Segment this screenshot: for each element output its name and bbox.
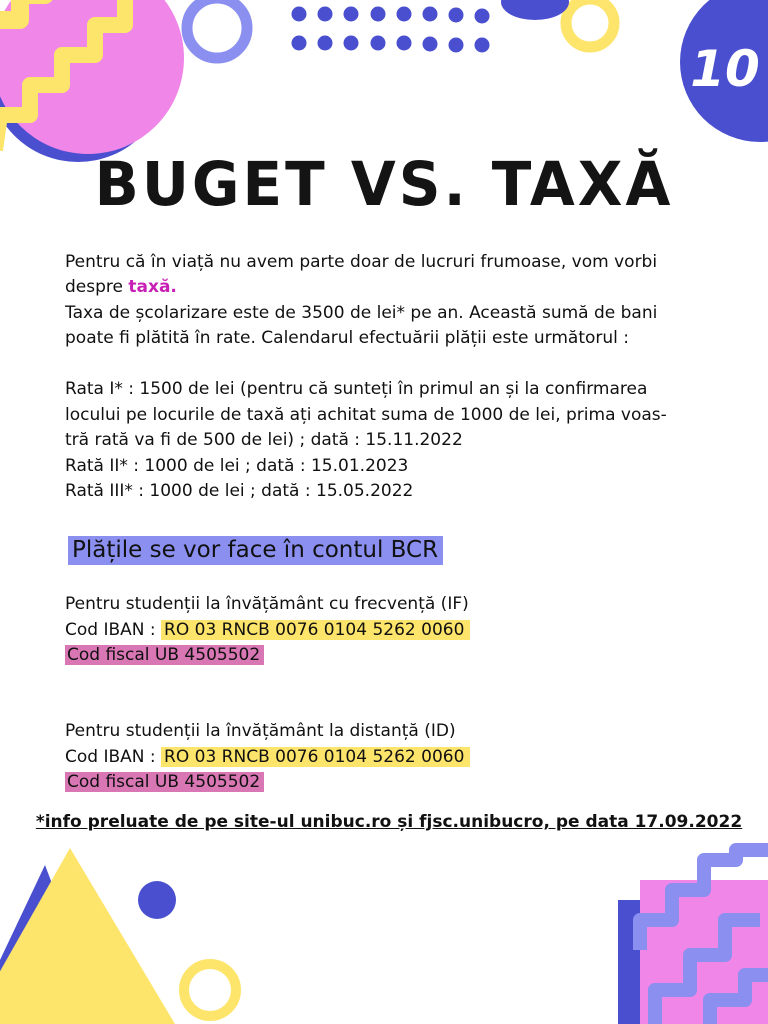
- installment-line-5: Rată III* : 1000 de lei ; dată : 15.05.2022: [65, 481, 414, 501]
- top-ring-yellow: [566, 0, 614, 47]
- if-iban-value: RO 03 RNCB 0076 0104 5262 0060: [161, 620, 470, 640]
- if-iban-line: [65, 618, 470, 644]
- if-section-heading: Pentru studenții la învățământ cu frecvență (IF): [65, 594, 469, 614]
- intro-line-1: Pentru că în viață nu avem parte doar de lucruri frumoase, vom vorbi: [65, 252, 658, 272]
- bottom-yellow-ring: [184, 964, 236, 1016]
- intro-line-2: [65, 275, 177, 301]
- intro-line-3: Taxa de școlarizare este de 3500 de lei* pe an. Această sumă de bani: [65, 303, 658, 323]
- bank-account-heading: Plățile se vor face în contul BCR: [68, 536, 443, 565]
- if-fiscal-line: [65, 643, 264, 669]
- fee-highlight: taxă.: [128, 277, 177, 297]
- id-fiscal-line: [65, 770, 264, 796]
- if-fiscal-code: Cod fiscal UB 4505502: [65, 645, 264, 665]
- id-iban-value: RO 03 RNCB 0076 0104 5262 0060: [161, 747, 470, 767]
- source-footnote: *info preluate de pe site-ul unibuc.ro și fjsc.unibucro, pe data 17.09.2022: [35, 812, 743, 832]
- intro-line-4: poate fi plătită în rate. Calendarul efectuării plății este următorul :: [65, 328, 630, 348]
- id-iban-line: [65, 745, 470, 771]
- dots-grid: [292, 7, 490, 53]
- id-iban-label: Cod IBAN :: [65, 747, 162, 767]
- page-title: BUGET VS. TAXĂ: [94, 148, 674, 220]
- id-section-heading: Pentru studenții la învățământ la distanță (ID): [65, 721, 456, 741]
- intro-line-2-prefix: despre: [65, 277, 129, 297]
- installment-line-3: tră rată va fi de 500 de lei) ; dată : 15.11.2022: [65, 430, 463, 450]
- installment-line-4: Rată II* : 1000 de lei ; dată : 15.01.2023: [65, 456, 409, 476]
- bottom-blue-dot: [138, 881, 176, 919]
- id-fiscal-code: Cod fiscal UB 4505502: [65, 772, 264, 792]
- installment-line-1: Rata I* : 1500 de lei (pentru că sunteți în primul an și la confirmarea: [65, 379, 648, 399]
- installment-line-2: locului pe locurile de taxă ați achitat suma de 1000 de lei, prima voas-: [65, 405, 667, 425]
- if-iban-label: Cod IBAN :: [65, 620, 162, 640]
- top-ring-blue: [187, 0, 247, 58]
- bottom-left-yellow-triangle: [0, 848, 175, 1024]
- top-blob-blue: [501, 0, 569, 20]
- page-number: 10: [690, 40, 760, 98]
